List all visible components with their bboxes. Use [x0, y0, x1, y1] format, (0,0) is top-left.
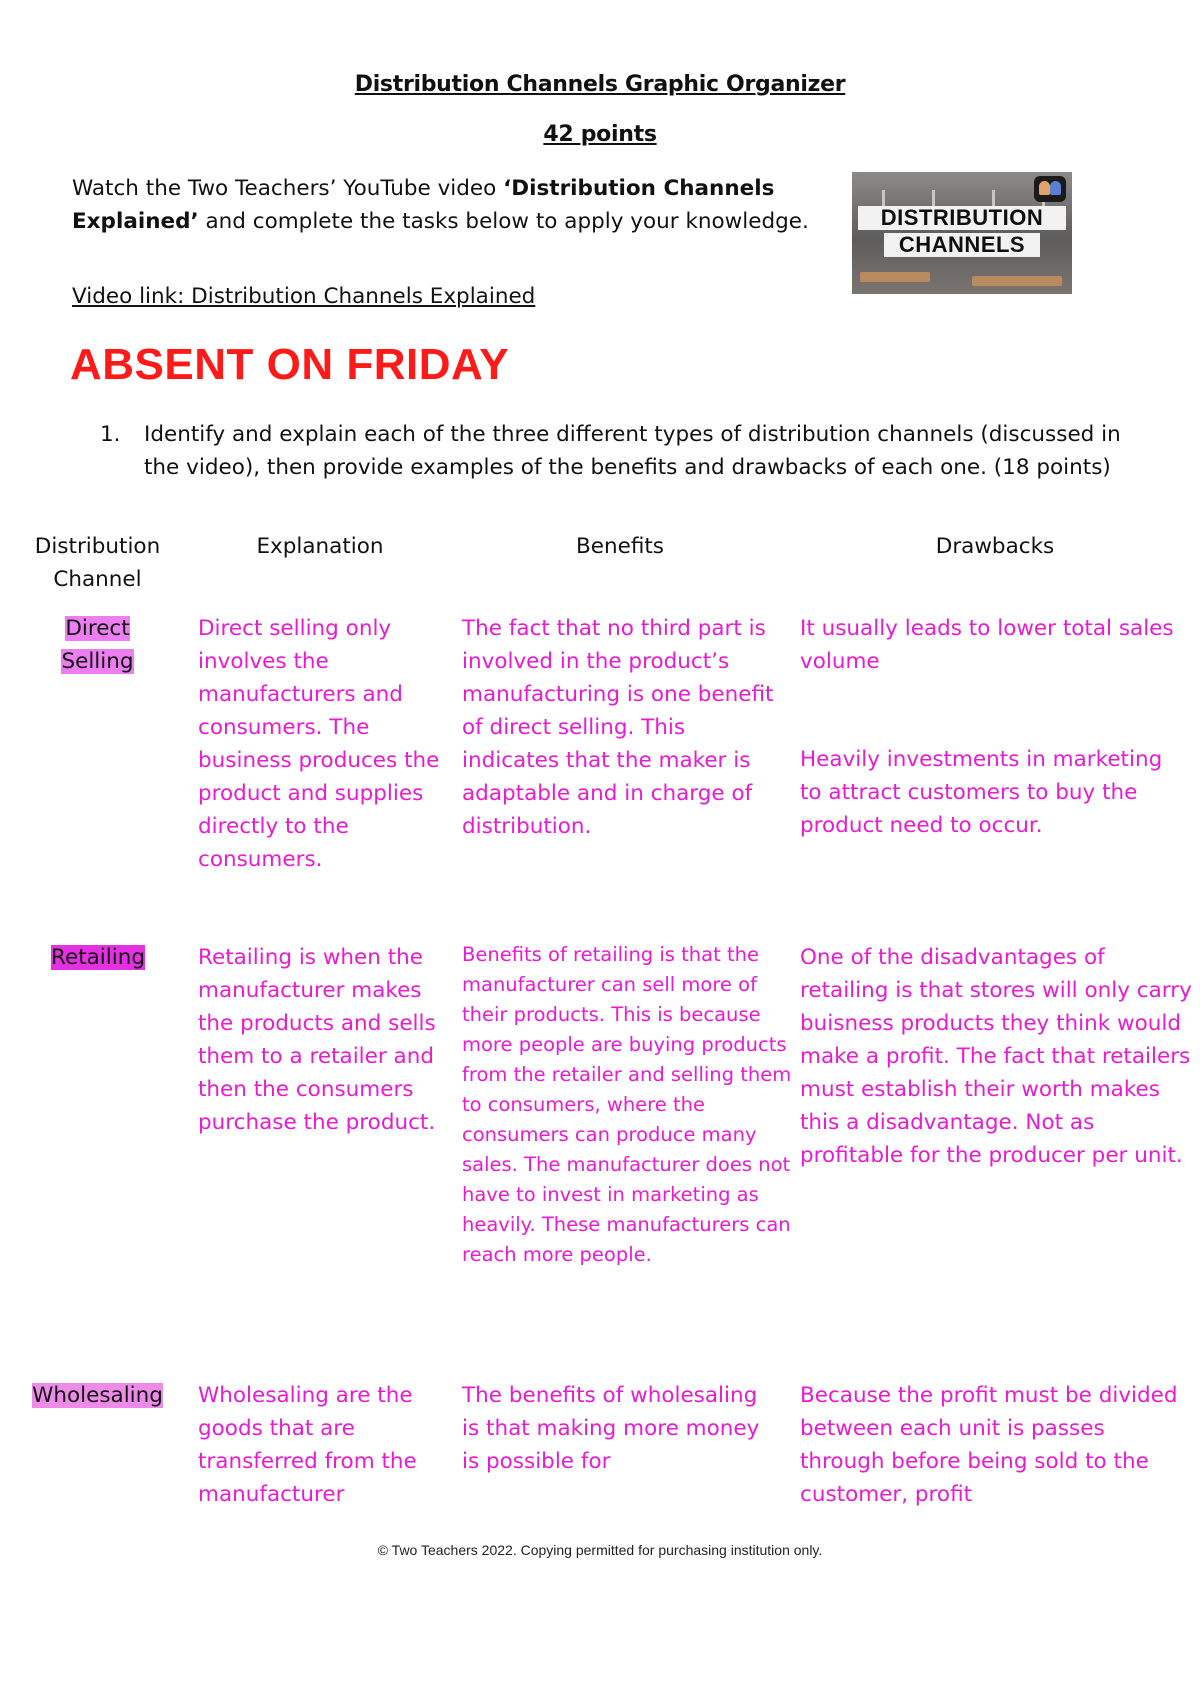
- channel-label: Direct Selling: [61, 616, 134, 674]
- drawbacks-direct-selling-a: It usually leads to lower total sales volume: [800, 616, 1174, 674]
- drawbacks-retailing: One of the disadvantages of retailing is that stores will only carry buisness products they think would make a profit. The fact that retailers must establish their worth makes this a disadvantage. Not as profitable for the producer per unit.: [800, 945, 1192, 1168]
- benefits-retailing: Benefits of retailing is that the manufacturer can sell more of their products. This is because more people are buying products from the retailer and selling them to consumers, where the consumers can produce many sales. The manufacturer does not have to invest in marketing as heavily. These manufacturers can reach more people.: [462, 943, 792, 1266]
- header-channel: Distribution Channel: [34, 534, 161, 592]
- thumbnail-line2: CHANNELS: [884, 233, 1040, 257]
- explanation-direct-selling: Direct selling only involves the manufacturers and consumers. The business produces the product and supplies directly to the consumers.: [198, 616, 440, 872]
- intro-text-post: and complete the tasks below to apply your knowledge.: [198, 209, 809, 234]
- header-benefits: Benefits: [575, 534, 664, 559]
- video-link[interactable]: Video link: Distribution Channels Explained: [72, 284, 536, 309]
- copyright-footer: © Two Teachers 2022. Copying permitted for purchasing institution only.: [377, 1542, 823, 1558]
- channel-retailing: [38, 941, 158, 974]
- channel-label: Wholesaling: [32, 1383, 163, 1408]
- intro-text-pre: Watch the Two Teachers’ YouTube video: [72, 176, 504, 201]
- channel-wholesaling: [20, 1379, 175, 1412]
- intro-paragraph: [72, 172, 832, 238]
- question-number: 1.: [100, 422, 121, 447]
- drawbacks-direct-selling-b: Heavily investments in marketing to attract customers to buy the product need to occur.: [800, 747, 1163, 838]
- explanation-wholesaling: Wholesaling are the goods that are transferred from the manufacturer: [198, 1383, 417, 1507]
- question-text: Identify and explain each of the three different types of distribution channels (discussed in the video), then provide examples of the benefits and drawbacks of each one. (18 points): [144, 422, 1121, 480]
- channel-avatar-icon: [1034, 176, 1066, 202]
- absent-note: ABSENT ON FRIDAY: [70, 340, 510, 389]
- page-title: Distribution Channels Graphic Organizer: [354, 72, 846, 97]
- intro-video-title: ‘Distribution Channels Explained’: [72, 176, 775, 234]
- channel-direct-selling: [40, 612, 155, 678]
- channel-label: Retailing: [51, 945, 145, 970]
- points-label: 42 points: [543, 122, 657, 147]
- thumbnail-line1: DISTRIBUTION: [858, 206, 1066, 230]
- benefits-direct-selling: The fact that no third part is involved in the product’s manufacturing is one benefit of direct selling. This indicates that the maker is adaptable and in charge of distribution.: [462, 616, 774, 839]
- drawbacks-wholesaling: Because the profit must be divided between each unit is passes through before being sold to the customer, profit: [800, 1383, 1178, 1507]
- header-explanation: Explanation: [256, 534, 384, 559]
- header-drawbacks: Drawbacks: [935, 534, 1055, 559]
- explanation-retailing: Retailing is when the manufacturer makes the products and sells them to a retailer and then the consumers purchase the product.: [198, 945, 436, 1135]
- video-thumbnail[interactable]: [852, 172, 1072, 294]
- benefits-wholesaling: The benefits of wholesaling is that making more money is possible for: [462, 1383, 760, 1474]
